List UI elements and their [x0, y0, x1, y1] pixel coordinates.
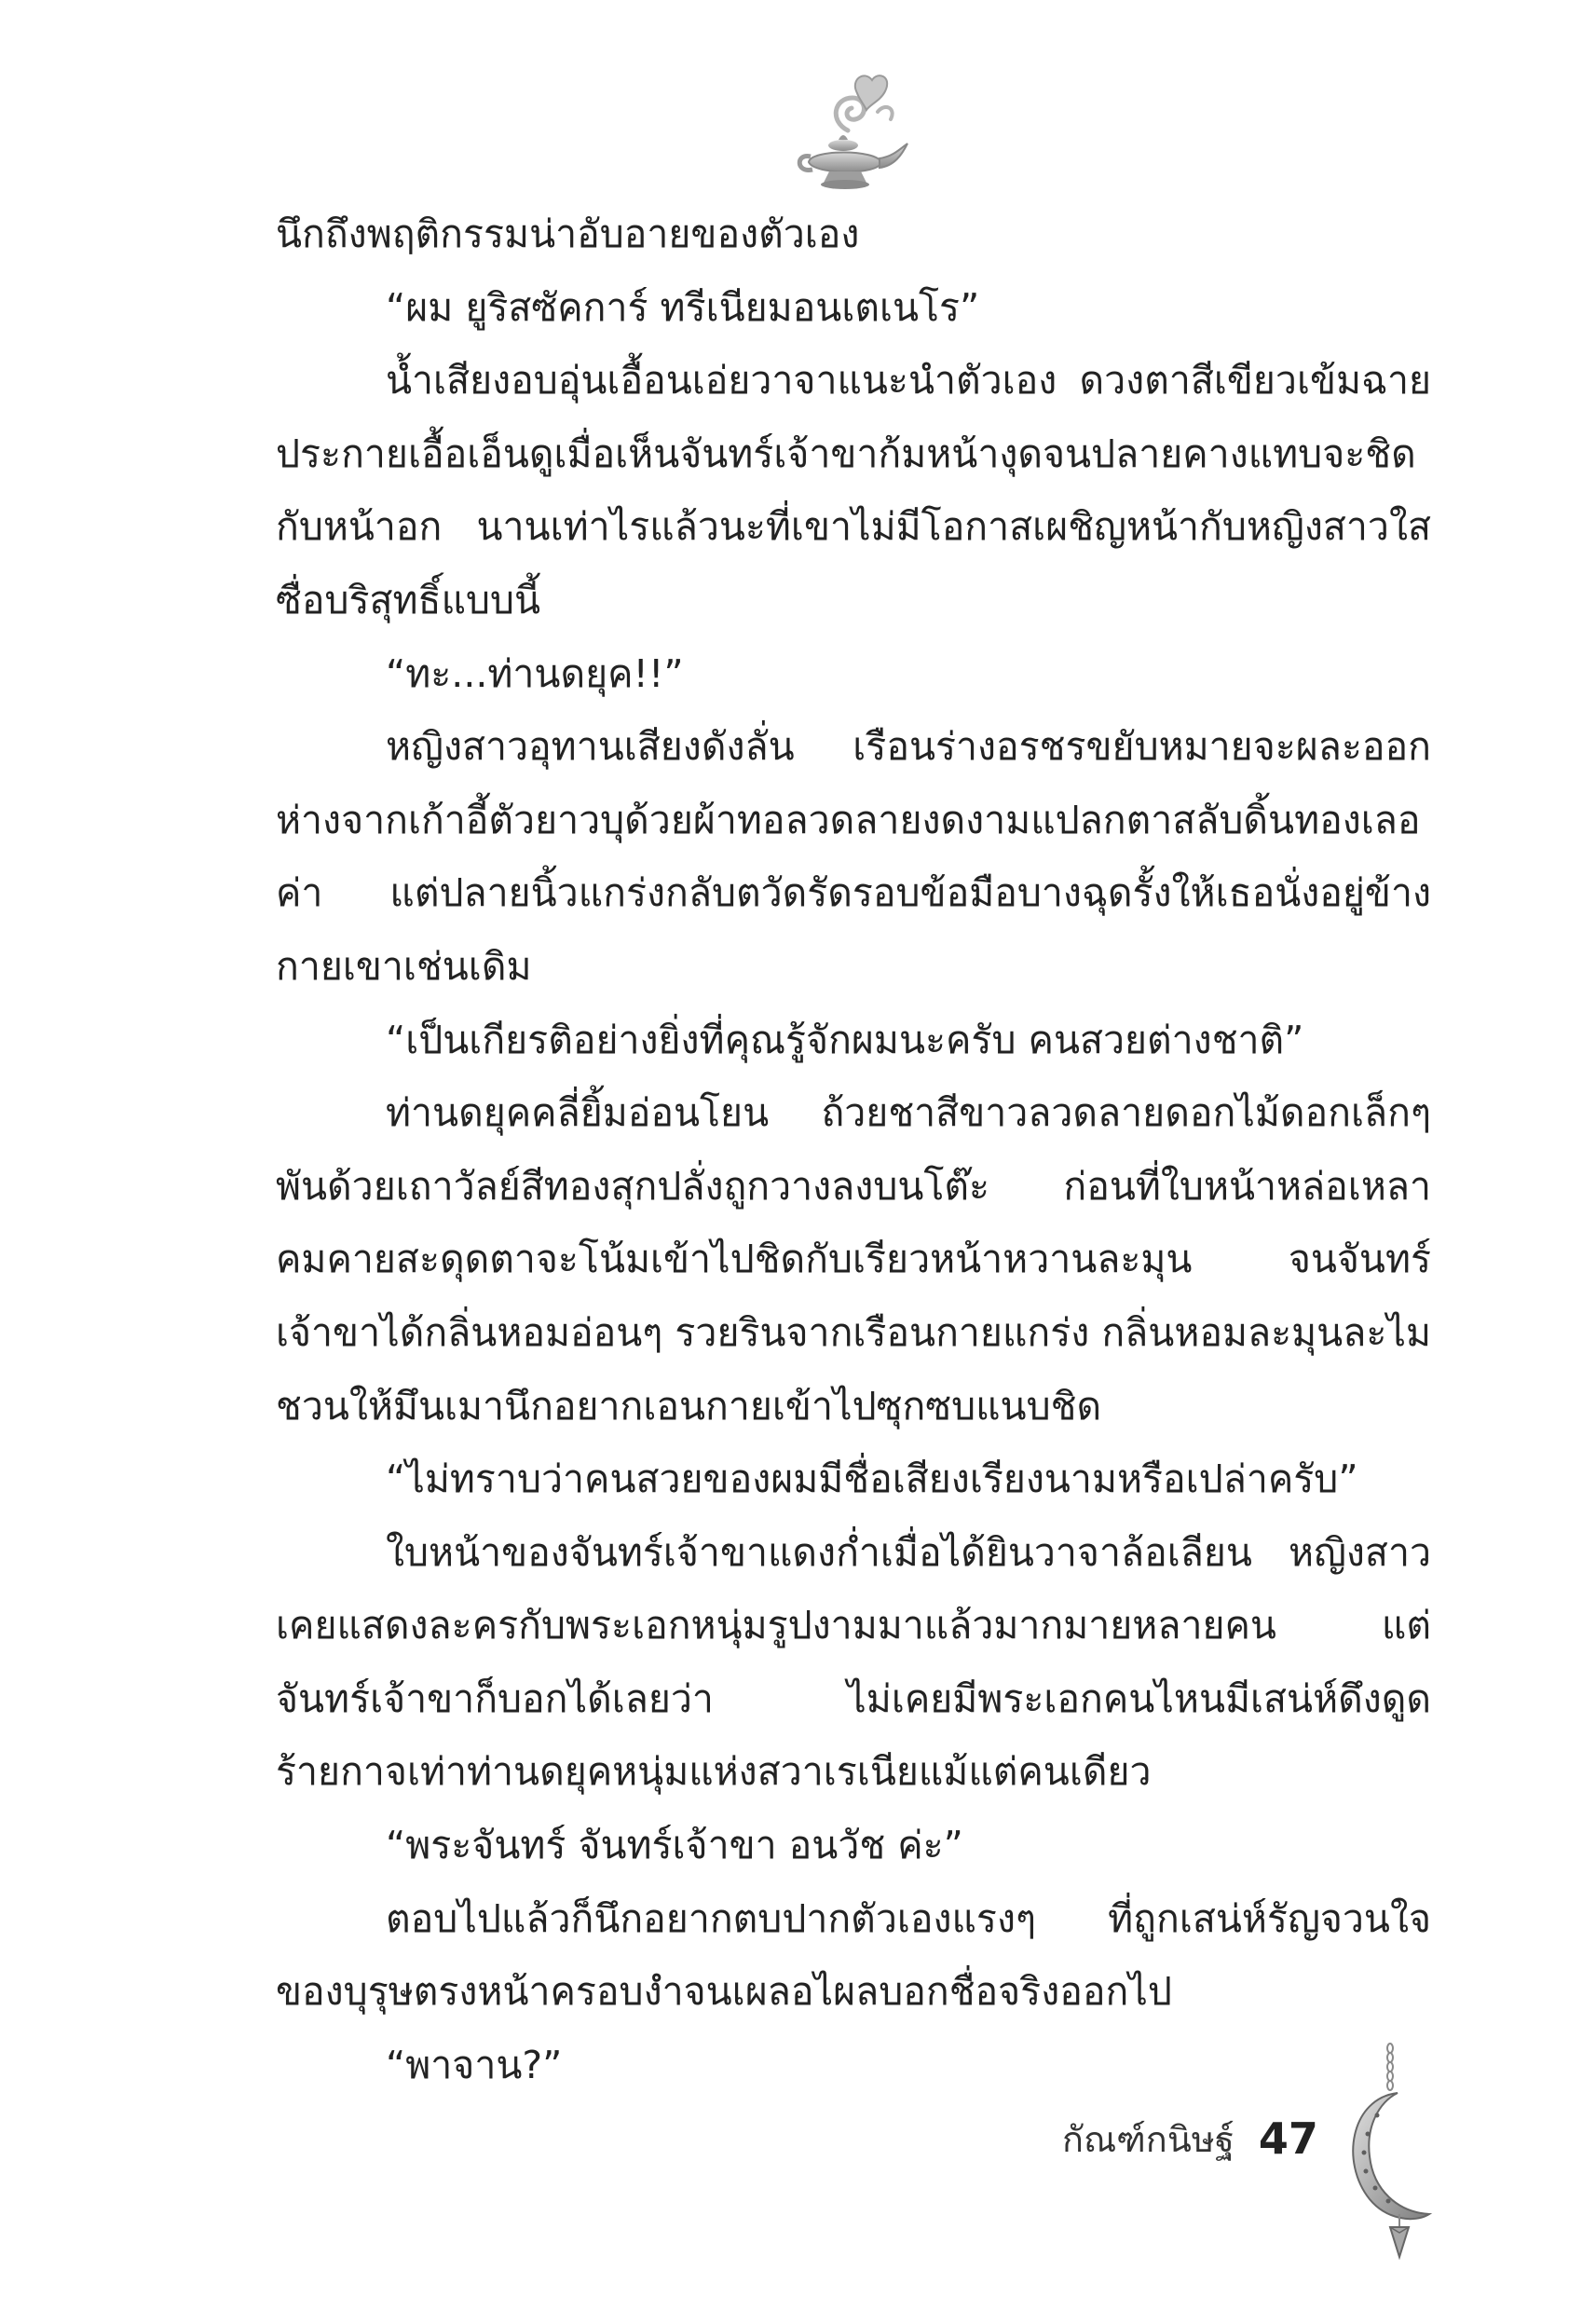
- paragraph-7: ท่านดยุคคลี่ยิ้มอ่อนโยน ถ้วยชาสีขาวลวดลายดอกไม้ดอกเล็กๆพันด้วยเถาวัลย์สีทองสุกปลั่งถูกวางลงบนโต๊ะ ก่อนที่ใบหน้าหล่อเหลาคมคายสะดุดตาจะโน้มเข้าไปชิดกับเรียวหน้าหวานละมุน จนจันทร์เจ้าขาได้กลิ่นหอมอ่อนๆ รวยรินจากเรือนกายแกร่ง กลิ่นหอมละมุนละไมชวนให้มึนเมานึกอยากเอนกายเข้าไปซุกซบแนบชิด: [276, 1090, 1431, 1429]
- page-footer: [1062, 2101, 1318, 2176]
- paragraph-6: “เป็นเกียรติอย่างยิ่งที่คุณรู้จักผมนะครับ คนสวยต่างชาติ”: [386, 1017, 1304, 1062]
- genie-lamp-icon: [792, 65, 913, 205]
- paragraph-5: หญิงสาวอุทานเสียงดังลั่น เรือนร่างอรชรขยับหมายจะผละออกห่างจากเก้าอี้ตัวยาวบุด้วยผ้าทอลวดลายงดงามแปลกตาสลับดิ้นทองเลอค่า แต่ปลายนิ้วแกร่งกลับตวัดรัดรอบข้อมือบางฉุดรั้งให้เธอนั่งอยู่ข้างกายเขาเช่นเดิม: [276, 724, 1431, 989]
- paragraph-3: น้ำเสียงอบอุ่นเอื้อนเอ่ยวาจาแนะนำตัวเอง ดวงตาสีเขียวเข้มฉายประกายเอื้อเอ็นดูเมื่อเห็นจันทร์เจ้าขาก้มหน้างุดจนปลายคางแทบจะชิดกับหน้าอก นานเท่าไรแล้วนะที่เขาไม่มีโอกาสเผชิญหน้ากับหญิงสาวใสซื่อบริสุทธิ์แบบนี้: [276, 358, 1431, 622]
- story-text: [276, 198, 1431, 2101]
- paragraph-4: “ทะ...ท่านดยุค!!”: [386, 650, 684, 696]
- author-name: กัณฑ์กนิษฐ์: [1062, 2118, 1235, 2160]
- paragraph-11: ตอบไปแล้วก็นึกอยากตบปากตัวเองแรงๆ ที่ถูกเสน่ห์รัญจวนใจของบุรุษตรงหน้าครอบงำจนเผลอไผลบอกชื่อจริงออกไป: [276, 1895, 1431, 2015]
- crescent-moon-pendant-icon: [1332, 2041, 1435, 2274]
- paragraph-8: “ไม่ทราบว่าคนสวยของผมมีชื่อเสียงเรียงนามหรือเปล่าครับ”: [386, 1456, 1358, 1502]
- page-number: 47: [1258, 2113, 1318, 2164]
- paragraph-1: นึกถึงพฤติกรรมน่าอับอายของตัวเอง: [276, 212, 860, 256]
- paragraph-10: “พระจันทร์ จันทร์เจ้าขา อนวัช ค่ะ”: [386, 1823, 963, 1868]
- paragraph-9: ใบหน้าของจันทร์เจ้าขาแดงก่ำเมื่อได้ยินวาจาล้อเลียน หญิงสาวเคยแสดงละครกับพระเอกหนุ่มรูปงามมาแล้วมากมายหลายคน แต่จันทร์เจ้าขาก็บอกได้เลยว่า ไม่เคยมีพระเอกคนไหนมีเสน่ห์ดึงดูดร้ายกาจเท่าท่านดยุคหนุ่มแห่งสวาเรเนียแม้แต่คนเดียว: [276, 1529, 1431, 1795]
- paragraph-12: “พาจาน?”: [386, 2042, 563, 2087]
- paragraph-2: “ผม ยูริสซัคการ์ ทรีเนียมอนเตเนโร”: [386, 284, 980, 330]
